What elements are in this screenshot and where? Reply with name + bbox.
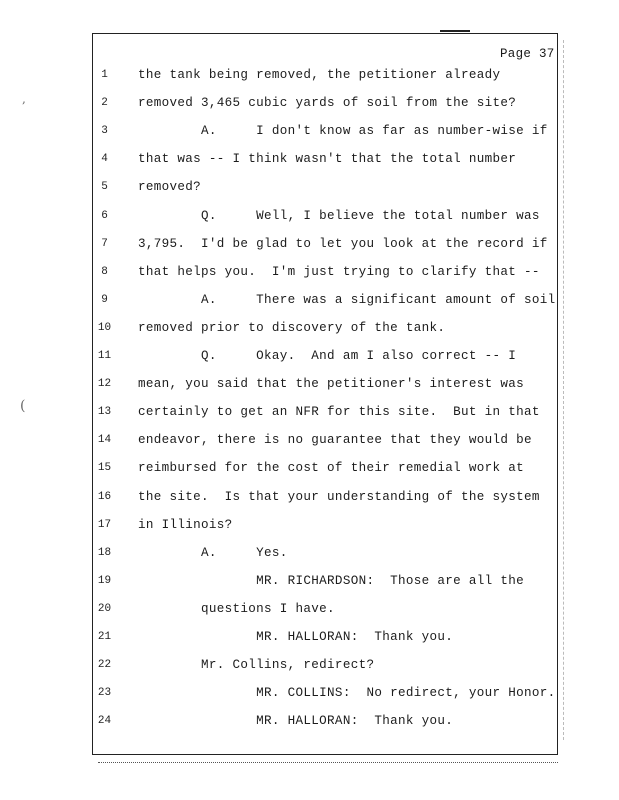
transcript-line (0, 516, 619, 534)
line-text: endeavor, there is no guarantee that they would be (138, 433, 532, 448)
transcript-line (0, 178, 619, 196)
page-frame (92, 33, 558, 755)
scan-margin-mark: , (22, 92, 26, 106)
transcript-line (0, 684, 619, 702)
line-text: Q. Okay. And am I also correct -- I (138, 349, 517, 363)
transcript-line (0, 544, 619, 562)
line-text: certainly to get an NFR for this site. But in that (138, 405, 540, 420)
line-text: in Illinois? (138, 517, 233, 532)
line-number: 6 (101, 209, 108, 222)
line-text: MR. HALLORAN: Thank you. (138, 630, 454, 644)
page-number: Page 37 (500, 47, 555, 61)
line-number: 2 (101, 97, 108, 110)
line-number: 22 (97, 659, 112, 672)
line-text: that was -- I think wasn't that the total number (138, 152, 517, 167)
line-number: 4 (101, 153, 108, 166)
line-number: 19 (97, 574, 112, 587)
line-number: 14 (97, 434, 112, 447)
transcript-line (0, 600, 619, 618)
line-text: questions I have. (138, 601, 335, 616)
line-number: 1 (101, 69, 108, 81)
transcript-line (0, 375, 619, 393)
line-number: 9 (101, 293, 108, 306)
transcript-line (0, 403, 619, 421)
transcript-line (0, 572, 619, 590)
transcript-line (0, 347, 619, 365)
transcript-line (0, 122, 619, 140)
line-number: 21 (97, 631, 112, 643)
transcript-line (0, 628, 619, 646)
scan-margin-mark: ( (20, 398, 26, 414)
line-number: 15 (97, 462, 112, 475)
transcript-line (0, 207, 619, 225)
line-number: 23 (97, 687, 112, 700)
line-text: that helps you. I'm just trying to clarify that -- (138, 264, 540, 279)
line-text: the tank being removed, the petitioner already (138, 68, 501, 82)
line-text: removed prior to discovery of the tank. (138, 320, 446, 335)
line-text: mean, you said that the petitioner's interest was (138, 377, 524, 392)
line-number: 7 (101, 237, 108, 250)
line-text: A. Yes. (138, 545, 288, 560)
line-text: reimbursed for the cost of their remedial work at (138, 461, 524, 476)
line-number: 16 (97, 490, 112, 503)
transcript-line (0, 291, 619, 309)
line-number: 17 (97, 518, 112, 531)
transcript-line (0, 656, 619, 674)
transcript-line (0, 66, 619, 84)
line-text: the site. Is that your understanding of the system (138, 489, 540, 504)
line-text: 3,795. I'd be glad to let you look at the record if (138, 236, 548, 251)
line-text: Q. Well, I believe the total number was (138, 208, 540, 223)
transcript-line (0, 94, 619, 112)
line-number: 13 (97, 406, 112, 419)
line-number: 5 (101, 181, 108, 194)
line-text: A. I don't know as far as number-wise if (138, 124, 548, 139)
line-number: 10 (97, 321, 112, 334)
transcript-line (0, 319, 619, 337)
line-number: 18 (97, 546, 112, 559)
line-text: Mr. Collins, redirect? (138, 658, 375, 673)
line-text: MR. RICHARDSON: Those are all the (138, 573, 524, 588)
line-number: 11 (97, 350, 112, 362)
transcript-line (0, 712, 619, 730)
transcript-line (0, 150, 619, 168)
bottom-rule (98, 762, 558, 763)
top-edge-mark (440, 30, 470, 32)
line-text: MR. COLLINS: No redirect, your Honor. (138, 686, 556, 701)
transcript-line (0, 488, 619, 506)
line-number: 8 (101, 265, 108, 278)
transcript-line (0, 263, 619, 281)
line-text: removed 3,465 cubic yards of soil from the site? (138, 96, 517, 111)
line-text: removed? (138, 180, 202, 195)
line-number: 12 (97, 378, 112, 391)
line-number: 20 (97, 602, 112, 615)
line-text: MR. HALLORAN: Thank you. (138, 714, 454, 729)
line-number: 24 (97, 715, 112, 728)
transcript-line (0, 459, 619, 477)
line-number: 3 (101, 125, 108, 138)
transcript-line (0, 431, 619, 449)
line-text: A. There was a significant amount of soil (138, 292, 556, 307)
transcript-line (0, 235, 619, 253)
